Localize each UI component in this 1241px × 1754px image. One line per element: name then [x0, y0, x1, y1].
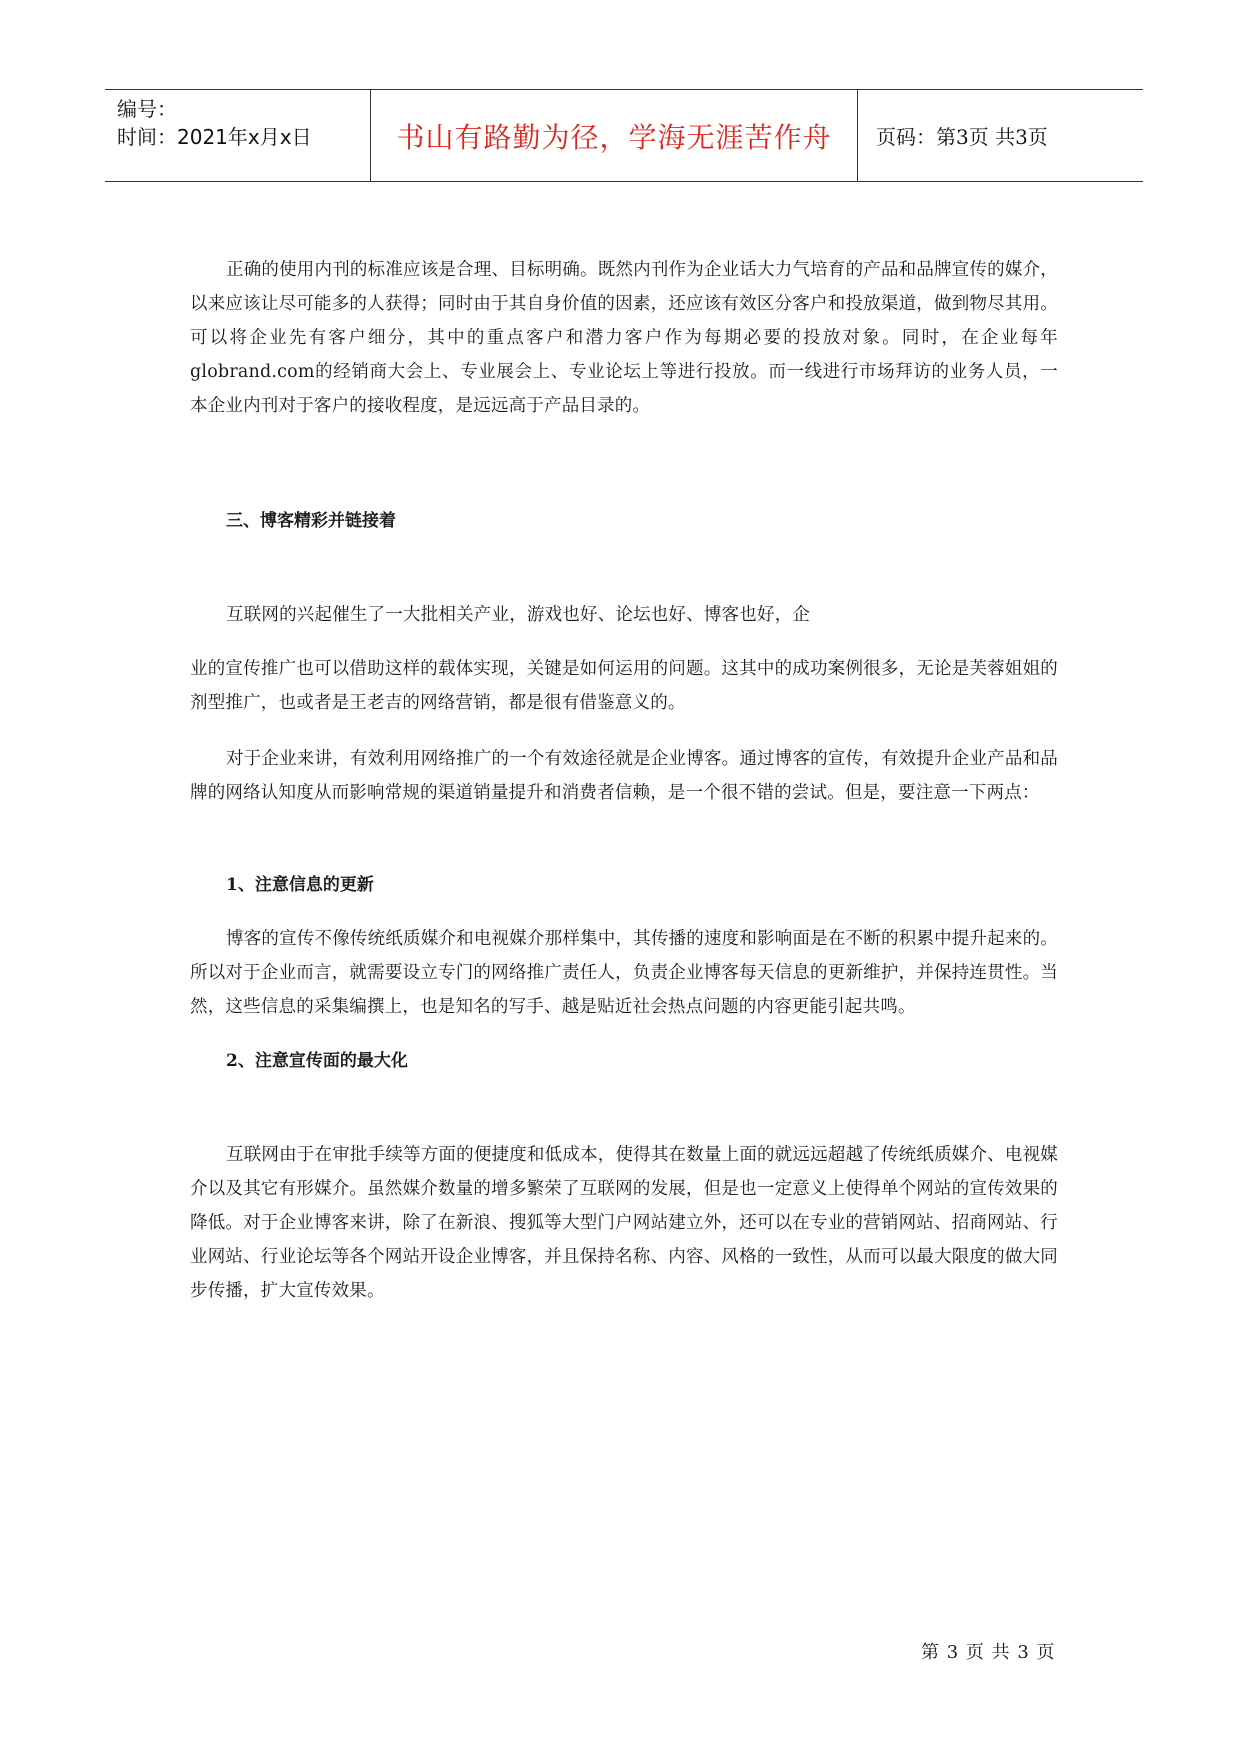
header-motto: 书山有路勤为径，学海无涯苦作舟: [396, 120, 832, 154]
header-page-cell: [858, 90, 1143, 181]
subheading-info-update: 1、注意信息的更新: [226, 875, 374, 895]
header-page-number: 页码：第3页 共3页: [876, 125, 1048, 149]
header-motto-cell: [370, 90, 858, 181]
document-header: [105, 89, 1143, 182]
paragraph-internet-cases: 业的宣传推广也可以借助这样的载体实现，关键是如何运用的问题。这其中的成功案例很多，无论是芙蓉姐姐的剂型推广，也或者是王老吉的网络营销，都是很有借鉴意义的。: [190, 659, 1058, 713]
document-date-label: 时间：2021年x月x日: [117, 125, 312, 149]
header-info-cell: [105, 90, 370, 181]
paragraph-internal-journal: 正确的使用内刊的标准应该是合理、目标明确。既然内刊作为企业话大力气培育的产品和品牌宣传的媒介，以来应该让尽可能多的人获得；同时由于其自身价值的因素，还应该有效区分客户和投放渠道，做到物尽其用。可以将企业先有客户细分，其中的重点客户和潜力客户作为每期必要的投放对象。同时，在企业每年globrand.com的经销商大会上、专业展会上、专业论坛上等进行投放。而一线进行市场拜访的业务人员，一本企业内刊对于客户的接收程度，是远远高于产品目录的。: [190, 260, 1058, 416]
section-heading-blog: 三、博客精彩并链接着: [226, 511, 396, 531]
subheading-max-reach: 2、注意宣传面的最大化: [226, 1051, 408, 1071]
paragraph-info-update: 博客的宣传不像传统纸质媒介和电视媒介那样集中，其传播的速度和影响面是在不断的积累中提升起来的。所以对于企业而言，就需要设立专门的网络推广责任人，负责企业博客每天信息的更新维护，并保持连贯性。当然，这些信息的采集编撰上，也是知名的写手、越是贴近社会热点问题的内容更能引起共鸣。: [190, 929, 1058, 1017]
paragraph-max-reach: 互联网由于在审批手续等方面的便捷度和低成本，使得其在数量上面的就远远超越了传统纸质媒介、电视媒介以及其它有形媒介。虽然媒介数量的增多繁荣了互联网的发展，但是也一定意义上使得单个网站的宣传效果的降低。对于企业博客来讲，除了在新浪、搜狐等大型门户网站建立外，还可以在专业的营销网站、招商网站、行业网站、行业论坛等各个网站开设企业博客，并且保持名称、内容、风格的一致性，从而可以最大限度的做大同步传播，扩大宣传效果。: [190, 1145, 1058, 1301]
paragraph-enterprise-blog: 对于企业来讲，有效利用网络推广的一个有效途径就是企业博客。通过博客的宣传，有效提升企业产品和品牌的网络认知度从而影响常规的渠道销量提升和消费者信赖，是一个很不错的尝试。但是，要注意一下两点：: [190, 749, 1058, 803]
document-number-label: 编号：: [117, 97, 177, 121]
paragraph-internet-intro: 互联网的兴起催生了一大批相关产业，游戏也好、论坛也好、博客也好，企: [226, 605, 811, 625]
page-footer: 第 3 页 共 3 页: [921, 1642, 1056, 1663]
